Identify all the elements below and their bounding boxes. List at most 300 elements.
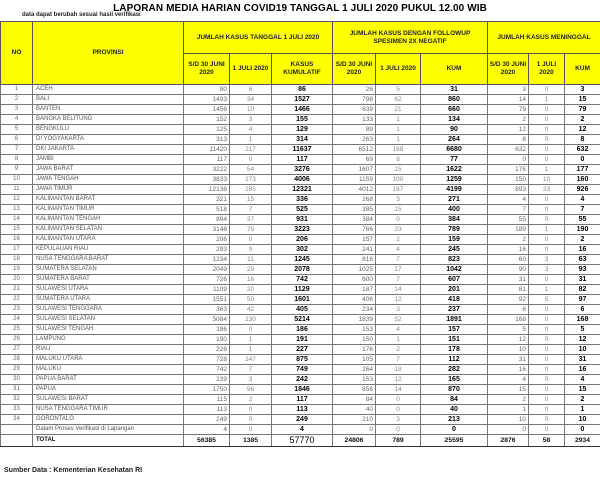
data-source: Sumber Data : Kementerian Kesehatan RI — [4, 467, 143, 474]
province-name: PAPUA — [33, 385, 184, 395]
recovered-daily: 168 — [376, 145, 421, 155]
row-no: 6 — [1, 135, 33, 145]
cases-sd: 321 — [184, 195, 230, 205]
header-group-cases: JUMLAH KASUS TANGGAL 1 JULI 2020 — [184, 22, 333, 54]
cases-sd: 894 — [184, 215, 230, 225]
cases-kum: 249 — [272, 415, 333, 425]
header-cases-daily: 1 JULI 2020 — [230, 54, 272, 85]
table-row — [1, 295, 600, 305]
table-row — [1, 105, 600, 115]
cases-sd: 1493 — [184, 95, 230, 105]
cases-sd: 190 — [184, 335, 230, 345]
deaths-daily: 3 — [529, 255, 565, 265]
deaths-sd: 31 — [488, 355, 529, 365]
deaths-sd: 90 — [488, 265, 529, 275]
recovered-daily: 23 — [376, 225, 421, 235]
deaths-sd: 893 — [488, 185, 529, 195]
deaths-daily: 0 — [529, 365, 565, 375]
cases-sd: 1551 — [184, 295, 230, 305]
deaths-daily: 0 — [529, 325, 565, 335]
cases-daily: 20 — [230, 285, 272, 295]
cases-daily: 34 — [230, 95, 272, 105]
deaths-daily: 0 — [529, 275, 565, 285]
total-cases-sd: 56385 — [184, 435, 230, 447]
recovered-daily: 14 — [376, 285, 421, 295]
deaths-sd: 8 — [488, 135, 529, 145]
table-row — [1, 305, 600, 315]
table-row — [1, 165, 600, 175]
deaths-sd: 3 — [488, 85, 529, 95]
header-group-recovered: JUMLAH KASUS DENGAN FOLLOWUP SPESIMEN 2X NEGATIF — [333, 22, 488, 54]
recovered-kum: 860 — [421, 95, 488, 105]
recovered-daily: 4 — [376, 245, 421, 255]
recovered-sd: 210 — [333, 415, 376, 425]
deaths-kum: 3 — [565, 85, 600, 95]
total-death-daily: 58 — [529, 435, 565, 447]
cases-sd: 152 — [184, 115, 230, 125]
province-name: PAPUA BARAT — [33, 375, 184, 385]
province-name: SULAWESI TENGGARA — [33, 305, 184, 315]
row-no: 1 — [1, 85, 33, 95]
deaths-daily: 0 — [529, 315, 565, 325]
table-row — [1, 135, 600, 145]
deaths-kum: 2 — [565, 395, 600, 405]
cases-sd: 80 — [184, 85, 230, 95]
recovered-sd: 268 — [333, 195, 376, 205]
deaths-kum: 2 — [565, 115, 600, 125]
cases-daily: 50 — [230, 295, 272, 305]
total-rec-kum: 25595 — [421, 435, 488, 447]
table-row — [1, 395, 600, 405]
cases-sd: 239 — [184, 375, 230, 385]
cases-kum: 113 — [272, 405, 333, 415]
cases-daily: 11 — [230, 255, 272, 265]
recovered-daily: 3 — [376, 305, 421, 315]
row-no: 25 — [1, 325, 33, 335]
row-no: 31 — [1, 385, 33, 395]
province-name: KALIMANTAN TENGAH — [33, 215, 184, 225]
cases-sd: 125 — [184, 125, 230, 135]
recovered-daily: 7 — [376, 275, 421, 285]
recovered-daily: 2 — [376, 345, 421, 355]
row-no: 20 — [1, 275, 33, 285]
cases-sd: 117 — [184, 155, 230, 165]
recovered-kum: 151 — [421, 335, 488, 345]
deaths-daily: 0 — [529, 405, 565, 415]
recovered-kum: 201 — [421, 285, 488, 295]
recovered-sd: 69 — [333, 155, 376, 165]
province-name: BENGKULU — [33, 125, 184, 135]
header-rec-daily: 1 JULI 2020 — [376, 54, 421, 85]
recovered-daily: 0 — [376, 215, 421, 225]
header-death-kum: KUM — [565, 54, 600, 85]
deaths-daily: 1 — [529, 285, 565, 295]
row-no: 17 — [1, 245, 33, 255]
recovered-kum: 157 — [421, 325, 488, 335]
table-row — [1, 405, 600, 415]
header-death-sd: S/D 30 JUNI 2020 — [488, 54, 529, 85]
deaths-kum: 97 — [565, 295, 600, 305]
deaths-daily: 5 — [529, 295, 565, 305]
deaths-sd: 55 — [488, 215, 529, 225]
cases-kum: 2078 — [272, 265, 333, 275]
cases-sd: 11420 — [184, 145, 230, 155]
cases-kum: 186 — [272, 325, 333, 335]
recovered-sd: 798 — [333, 95, 376, 105]
cases-sd: 115 — [184, 395, 230, 405]
recovered-sd: 176 — [333, 345, 376, 355]
table-row — [1, 95, 600, 105]
recovered-sd: 384 — [333, 215, 376, 225]
recovered-kum: 0 — [421, 425, 488, 435]
deaths-daily: 0 — [529, 385, 565, 395]
deaths-daily: 0 — [529, 145, 565, 155]
cases-daily: 37 — [230, 215, 272, 225]
deaths-daily: 0 — [529, 135, 565, 145]
cases-daily: 1 — [230, 345, 272, 355]
recovered-daily: 18 — [376, 365, 421, 375]
cases-sd: 726 — [184, 275, 230, 285]
recovered-sd: 0 — [333, 425, 376, 435]
cases-kum: 4006 — [272, 175, 333, 185]
province-name: SUMATERA SELATAN — [33, 265, 184, 275]
deaths-daily: 0 — [529, 415, 565, 425]
deaths-kum: 31 — [565, 275, 600, 285]
deaths-sd: 0 — [488, 425, 529, 435]
recovered-sd: 153 — [333, 325, 376, 335]
recovered-kum: 264 — [421, 135, 488, 145]
table-row — [1, 125, 600, 135]
recovered-daily: 15 — [376, 205, 421, 215]
table-row — [1, 345, 600, 355]
recovered-kum: 245 — [421, 245, 488, 255]
cases-kum: 4 — [272, 425, 333, 435]
province-name: KALIMANTAN SELATAN — [33, 225, 184, 235]
deaths-sd: 2 — [488, 395, 529, 405]
recovered-sd: 766 — [333, 225, 376, 235]
recovered-daily: 21 — [376, 105, 421, 115]
deaths-sd: 4 — [488, 375, 529, 385]
total-death-kum: 2934 — [565, 435, 600, 447]
deaths-daily: 0 — [529, 235, 565, 245]
deaths-daily: 0 — [529, 115, 565, 125]
deaths-sd: 12 — [488, 335, 529, 345]
row-no: 15 — [1, 225, 33, 235]
deaths-daily: 3 — [529, 265, 565, 275]
recovered-sd: 856 — [333, 385, 376, 395]
cases-daily: 185 — [230, 185, 272, 195]
table-row — [1, 415, 600, 425]
cases-kum: 129 — [272, 125, 333, 135]
cases-daily: 1 — [230, 335, 272, 345]
cases-kum: 227 — [272, 345, 333, 355]
header-rec-kum: KUM — [421, 54, 488, 85]
row-no: 2 — [1, 95, 33, 105]
cases-kum: 336 — [272, 195, 333, 205]
table-row — [1, 425, 600, 435]
deaths-kum: 177 — [565, 165, 600, 175]
table-row — [1, 325, 600, 335]
deaths-kum: 79 — [565, 105, 600, 115]
deaths-kum: 0 — [565, 425, 600, 435]
row-no: 30 — [1, 375, 33, 385]
deaths-kum: 10 — [565, 345, 600, 355]
row-no — [1, 425, 33, 435]
cases-sd: 249 — [184, 415, 230, 425]
recovered-sd: 1025 — [333, 265, 376, 275]
province-name: MALUKU — [33, 365, 184, 375]
recovered-sd: 105 — [333, 355, 376, 365]
recovered-daily: 100 — [376, 175, 421, 185]
cases-sd: 3833 — [184, 175, 230, 185]
recovered-kum: 1042 — [421, 265, 488, 275]
recovered-sd: 264 — [333, 365, 376, 375]
cases-kum: 242 — [272, 375, 333, 385]
cases-daily: 96 — [230, 385, 272, 395]
cases-kum: 12321 — [272, 185, 333, 195]
province-name: KALIMANTAN BARAT — [33, 195, 184, 205]
deaths-sd: 81 — [488, 285, 529, 295]
total-cases-kum: 57770 — [272, 435, 333, 447]
recovered-sd: 234 — [333, 305, 376, 315]
recovered-sd: 639 — [333, 105, 376, 115]
deaths-kum: 4 — [565, 195, 600, 205]
cases-sd: 728 — [184, 355, 230, 365]
deaths-daily: 0 — [529, 375, 565, 385]
table-row — [1, 385, 600, 395]
recovered-kum: 40 — [421, 405, 488, 415]
recovered-kum: 134 — [421, 115, 488, 125]
row-no: 11 — [1, 185, 33, 195]
province-name: JAWA TENGAH — [33, 175, 184, 185]
cases-kum: 1846 — [272, 385, 333, 395]
cases-kum: 206 — [272, 235, 333, 245]
deaths-sd: 176 — [488, 165, 529, 175]
cases-daily: 1 — [230, 135, 272, 145]
table-row — [1, 365, 600, 375]
cases-daily: 0 — [230, 405, 272, 415]
header-group-deaths: JUMLAH KASUS MENINGGAL — [488, 22, 600, 54]
province-name: DKI JAKARTA — [33, 145, 184, 155]
province-name: JAWA BARAT — [33, 165, 184, 175]
deaths-sd: 12 — [488, 125, 529, 135]
cases-kum: 875 — [272, 355, 333, 365]
province-name: JAMBI — [33, 155, 184, 165]
cases-daily: 130 — [230, 315, 272, 325]
deaths-kum: 5 — [565, 325, 600, 335]
recovered-sd: 1839 — [333, 315, 376, 325]
cases-daily: 0 — [230, 155, 272, 165]
deaths-sd: 632 — [488, 145, 529, 155]
cases-kum: 742 — [272, 275, 333, 285]
cases-kum: 1245 — [272, 255, 333, 265]
cases-daily: 7 — [230, 365, 272, 375]
cases-sd: 186 — [184, 325, 230, 335]
deaths-kum: 190 — [565, 225, 600, 235]
cases-sd: 293 — [184, 245, 230, 255]
deaths-kum: 93 — [565, 265, 600, 275]
deaths-kum: 1 — [565, 405, 600, 415]
cases-daily: 6 — [230, 85, 272, 95]
deaths-kum: 82 — [565, 285, 600, 295]
cases-daily: 54 — [230, 165, 272, 175]
recovered-sd: 600 — [333, 275, 376, 285]
recovered-sd: 89 — [333, 125, 376, 135]
recovered-daily: 62 — [376, 95, 421, 105]
deaths-sd: 189 — [488, 225, 529, 235]
recovered-daily: 4 — [376, 325, 421, 335]
recovered-kum: 418 — [421, 295, 488, 305]
cases-kum: 86 — [272, 85, 333, 95]
cases-kum: 155 — [272, 115, 333, 125]
cases-daily: 0 — [230, 425, 272, 435]
province-name: LAMPUNG — [33, 335, 184, 345]
row-no: 29 — [1, 365, 33, 375]
cases-sd: 226 — [184, 345, 230, 355]
cases-daily: 0 — [230, 415, 272, 425]
row-no: 34 — [1, 415, 33, 425]
deaths-daily: 0 — [529, 425, 565, 435]
cases-daily: 3 — [230, 115, 272, 125]
deaths-kum: 0 — [565, 155, 600, 165]
cases-kum: 117 — [272, 155, 333, 165]
cases-daily: 3 — [230, 375, 272, 385]
cases-kum: 931 — [272, 215, 333, 225]
cases-sd: 1109 — [184, 285, 230, 295]
recovered-daily: 7 — [376, 355, 421, 365]
province-name: SUMATERA UTARA — [33, 295, 184, 305]
cases-daily: 75 — [230, 225, 272, 235]
header-death-daily: 1 JULI 2020 — [529, 54, 565, 85]
recovered-daily: 0 — [376, 405, 421, 415]
recovered-sd: 406 — [333, 295, 376, 305]
cases-sd: 1750 — [184, 385, 230, 395]
deaths-daily: 0 — [529, 205, 565, 215]
total-label: TOTAL — [33, 435, 184, 447]
deaths-sd: 14 — [488, 95, 529, 105]
recovered-kum: 1891 — [421, 315, 488, 325]
cases-daily: 29 — [230, 265, 272, 275]
recovered-daily: 7 — [376, 255, 421, 265]
deaths-sd: 15 — [488, 385, 529, 395]
recovered-sd: 40 — [333, 405, 376, 415]
recovered-kum: 789 — [421, 225, 488, 235]
cases-kum: 302 — [272, 245, 333, 255]
table-row — [1, 215, 600, 225]
deaths-sd: 150 — [488, 175, 529, 185]
recovered-sd: 6512 — [333, 145, 376, 155]
recovered-kum: 237 — [421, 305, 488, 315]
cases-daily: 9 — [230, 245, 272, 255]
row-no: 26 — [1, 335, 33, 345]
deaths-daily: 0 — [529, 335, 565, 345]
deaths-kum: 4 — [565, 375, 600, 385]
recovered-kum: 165 — [421, 375, 488, 385]
deaths-sd: 0 — [488, 155, 529, 165]
header-cases-sd: S/D 30 JUNI 2020 — [184, 54, 230, 85]
row-no: 7 — [1, 145, 33, 155]
deaths-kum: 16 — [565, 365, 600, 375]
recovered-sd: 4012 — [333, 185, 376, 195]
cases-daily: 16 — [230, 275, 272, 285]
deaths-kum: 15 — [565, 385, 600, 395]
total-death-sd: 2876 — [488, 435, 529, 447]
recovered-kum: 159 — [421, 235, 488, 245]
recovered-daily: 14 — [376, 385, 421, 395]
deaths-sd: 92 — [488, 295, 529, 305]
deaths-daily: 0 — [529, 355, 565, 365]
deaths-daily: 0 — [529, 215, 565, 225]
cases-kum: 5214 — [272, 315, 333, 325]
table-row — [1, 265, 600, 275]
recovered-daily: 0 — [376, 425, 421, 435]
deaths-sd: 2 — [488, 115, 529, 125]
cases-sd: 113 — [184, 405, 230, 415]
table-body — [1, 85, 600, 435]
deaths-sd: 5 — [488, 325, 529, 335]
deaths-daily: 1 — [529, 95, 565, 105]
province-name: SULAWESI BARAT — [33, 395, 184, 405]
total-rec-sd: 24806 — [333, 435, 376, 447]
recovered-sd: 150 — [333, 335, 376, 345]
recovered-kum: 384 — [421, 215, 488, 225]
row-no: 28 — [1, 355, 33, 365]
row-no: 3 — [1, 105, 33, 115]
header-no: NO — [1, 22, 33, 85]
deaths-daily: 1 — [529, 225, 565, 235]
recovered-kum: 77 — [421, 155, 488, 165]
deaths-sd: 60 — [488, 255, 529, 265]
recovered-kum: 1259 — [421, 175, 488, 185]
row-no: 10 — [1, 175, 33, 185]
cases-kum: 1129 — [272, 285, 333, 295]
recovered-kum: 90 — [421, 125, 488, 135]
deaths-sd: 168 — [488, 315, 529, 325]
province-name: KALIMANTAN UTARA — [33, 235, 184, 245]
table-row — [1, 225, 600, 235]
total-row — [1, 435, 600, 447]
recovered-kum: 6680 — [421, 145, 488, 155]
row-no: 12 — [1, 195, 33, 205]
deaths-sd: 31 — [488, 275, 529, 285]
report-title: LAPORAN MEDIA HARIAN COVID19 TANGGAL 1 JULI 2020 PUKUL 12.00 WIB — [113, 3, 487, 14]
recovered-kum: 607 — [421, 275, 488, 285]
recovered-kum: 271 — [421, 195, 488, 205]
deaths-sd: 10 — [488, 345, 529, 355]
deaths-daily: 0 — [529, 345, 565, 355]
recovered-daily: 1 — [376, 115, 421, 125]
province-name: BANTEN — [33, 105, 184, 115]
table-row — [1, 375, 600, 385]
deaths-kum: 632 — [565, 145, 600, 155]
row-no: 16 — [1, 235, 33, 245]
province-name: KEPULAUAN RIAU — [33, 245, 184, 255]
row-no: 33 — [1, 405, 33, 415]
cases-daily: 10 — [230, 105, 272, 115]
table-row — [1, 175, 600, 185]
deaths-sd: 1 — [488, 405, 529, 415]
deaths-daily: 0 — [529, 105, 565, 115]
cases-sd: 12136 — [184, 185, 230, 195]
deaths-kum: 10 — [565, 415, 600, 425]
cases-kum: 117 — [272, 395, 333, 405]
deaths-kum: 7 — [565, 205, 600, 215]
row-no: 8 — [1, 155, 33, 165]
cases-sd: 313 — [184, 135, 230, 145]
table-row — [1, 335, 600, 345]
province-name: SUMATERA BARAT — [33, 275, 184, 285]
recovered-sd: 153 — [333, 375, 376, 385]
